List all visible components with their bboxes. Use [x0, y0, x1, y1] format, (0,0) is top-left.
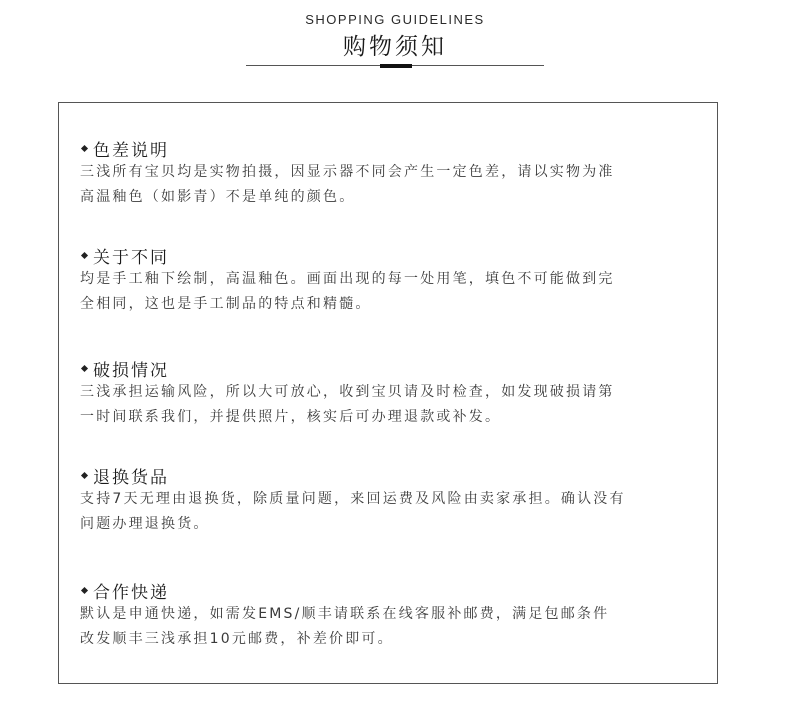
section-differences	[80, 243, 710, 317]
section-title: 色差说明	[93, 140, 169, 161]
page-header	[0, 0, 790, 80]
section-courier	[80, 578, 710, 652]
section-text-line: 默认是申通快递，如需发EMS/顺丰请联系在线客服补邮费，满足包邮条件	[80, 606, 610, 622]
section-text-line: 改发顺丰三浅承担10元邮费，补差价即可。	[80, 631, 394, 647]
section-text-line: 均是手工釉下绘制，高温釉色。画面出现的每一处用笔，填色不可能做到完	[80, 271, 615, 287]
diamond-bullet-icon	[81, 471, 88, 478]
section-heading	[80, 136, 710, 160]
section-title: 合作快递	[93, 582, 169, 603]
section-text-line: 支持7天无理由退换货，除质量问题，来回运费及风险由卖家承担。确认没有	[80, 491, 626, 507]
section-title: 破损情况	[93, 360, 169, 381]
section-color-difference	[80, 136, 710, 210]
section-heading	[80, 356, 710, 380]
section-text-line: 全相同，这也是手工制品的特点和精髓。	[80, 296, 372, 312]
section-returns	[80, 463, 710, 537]
section-title: 关于不同	[93, 247, 169, 268]
section-heading	[80, 243, 710, 267]
title-accent-bar	[380, 64, 412, 68]
section-text-line: 问题办理退换货。	[80, 516, 210, 532]
diamond-bullet-icon	[81, 586, 88, 593]
section-text-line: 高温釉色（如影青）不是单纯的颜色。	[80, 189, 356, 205]
section-title: 退换货品	[93, 467, 169, 488]
section-heading	[80, 463, 710, 487]
section-damage	[80, 356, 710, 430]
section-text-line: 一时间联系我们，并提供照片，核实后可办理退款或补发。	[80, 409, 502, 425]
section-text-line: 三浅承担运输风险，所以大可放心，收到宝贝请及时检查，如发现破损请第	[80, 384, 615, 400]
page-subtitle: SHOPPING GUIDELINES	[305, 12, 485, 27]
page-title: 购物须知	[343, 34, 447, 60]
section-text-line: 三浅所有宝贝均是实物拍摄，因显示器不同会产生一定色差，请以实物为准	[80, 164, 615, 180]
section-heading	[80, 578, 710, 602]
diamond-bullet-icon	[81, 144, 88, 151]
diamond-bullet-icon	[81, 364, 88, 371]
diamond-bullet-icon	[81, 251, 88, 258]
